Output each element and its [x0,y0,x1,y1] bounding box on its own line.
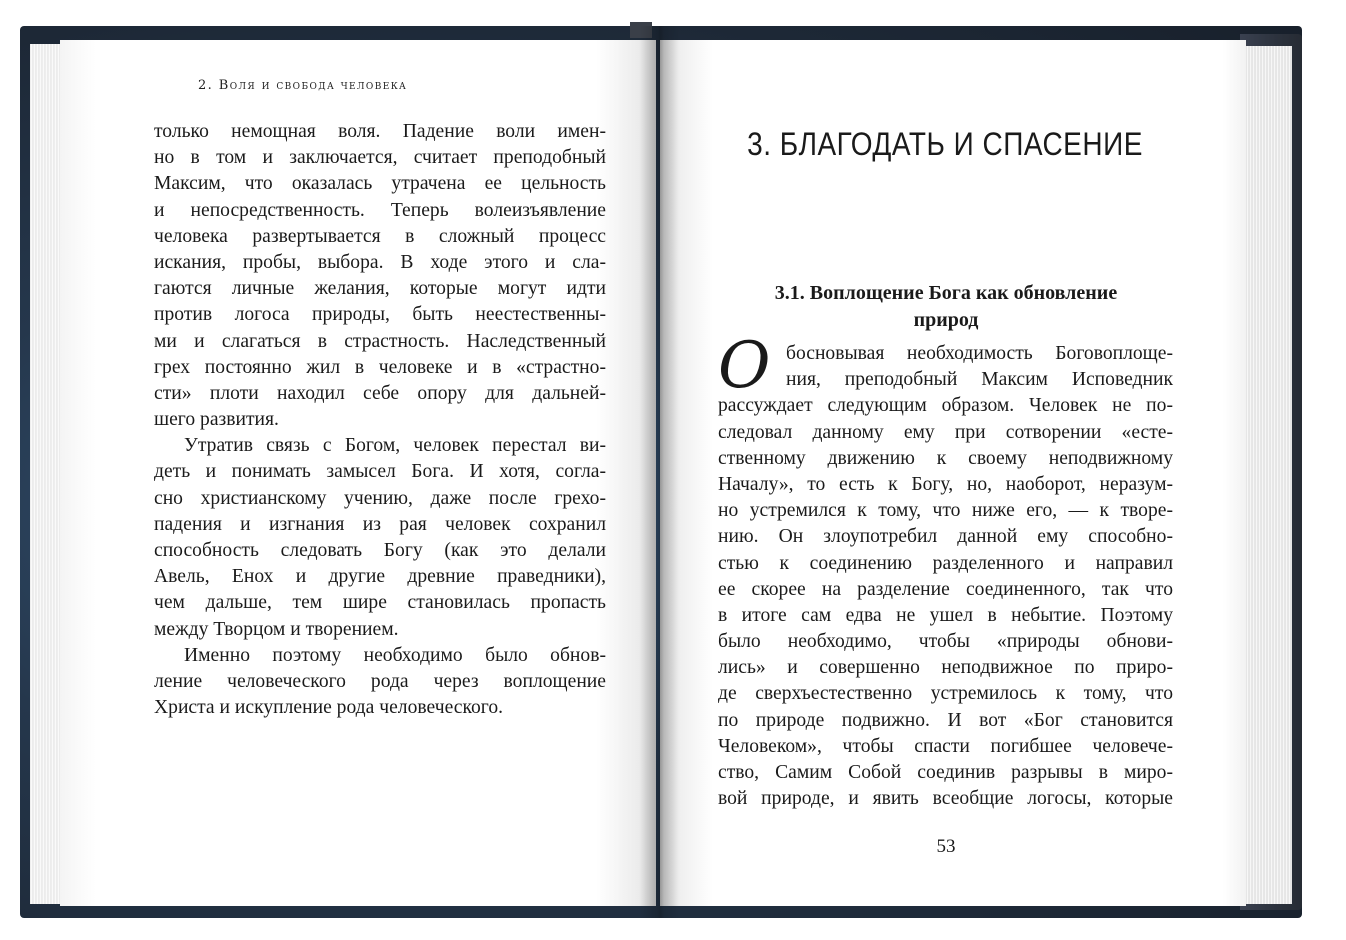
running-head [198,78,558,93]
text-line: ственному движению к своему неподвижному [718,447,1173,469]
text-line: но в том и заключается, считает преподобный [154,147,606,169]
text-line: Человеком», чтобы спасти погибшее человече- [718,735,1173,757]
text-line: деть и понимать замысел Бога. И хотя, согла- [154,461,606,483]
text-line: босновывая необходимость Боговоплоще- [786,343,1173,364]
text-line: между Творцом и творением. [154,618,399,640]
text-line: лись» и совершенно неподвижное по приро- [718,657,1173,679]
text-line: ство, Самим Собой соединив разрывы в миро- [718,762,1173,783]
text-line: ление человеческого рода через воплощение [154,670,606,692]
text-line: сти» плоти находил себе опору для дальней- [154,382,606,404]
text-line: искания, пробы, выбора. В ходе этого и сла- [154,251,606,273]
section-title-line: 3.1. Воплощение Бога как обновление [774,282,1118,304]
text-line: человека развертывается в сложный процесс [154,225,606,247]
left-page-body [154,119,606,721]
text-line: следовал данному ему при сотворении «есте- [718,421,1173,443]
text-line: и непосредственность. Теперь волеизъявление [154,199,606,221]
text-line: ми и слагаться в страстность. Наследственный [154,330,606,352]
text-line: ния, преподобный Максим Исповедник [786,369,1173,391]
bookmark-ribbon [630,22,652,38]
page-number: 53 [936,836,956,857]
text-line: Авель, Енох и другие древние праведники), [154,566,606,588]
text-line: Максим, что оказалась утрачена ее цельность [154,173,606,195]
text-line: де сверхъестественно устремилось к тому, что [718,683,1173,705]
text-line: Началу», то есть к Богу, но, наоборот, неразум- [718,473,1173,495]
text-line: по природе подвижно. И вот «Бог становится [718,709,1173,731]
text-line: способность следовать Богу (как это делали [154,540,606,561]
text-line: гаются личные желания, которые могут идти [154,278,606,300]
text-line: нию. Он злоупотребил данной ему способно- [718,526,1173,548]
section-title [720,280,1172,334]
section-title-line: природ [913,309,979,331]
text-line: рассуждает следующим образом. Человек не по- [718,395,1173,417]
text-line: вой природе, и явить всеобщие логосы, которые [718,788,1173,810]
text-line: но устремился к тому, что ниже его, — к творе- [718,500,1173,522]
text-line: ее скорее на разделение соединенного, так что [718,578,1173,600]
text-line: Утратив связь с Богом, человек перестал ви- [184,435,606,457]
text-line: против логоса природы, быть неестественны- [154,304,606,326]
running-head-text: 2. Воля и свобода человека [198,78,408,93]
text-line: грех постоянно жил в человеке и в «страстно- [154,356,606,378]
drop-cap: О [718,329,771,403]
text-line: шего развития. [154,409,279,431]
text-line: падения и изгнания из рая человек сохранил [154,513,606,535]
chapter-title: 3. БЛАГОДАТЬ И СПАСЕНИЕ [747,126,1143,162]
text-line: Христа и искупление рода человеческого. [154,697,504,719]
text-line: стью к соединению разделенного и направил [718,552,1173,574]
text-line: только немощная воля. Падение воли имен- [154,121,606,142]
text-line: сно христианскому учению, даже после грехо- [154,487,606,509]
text-line: Именно поэтому необходимо было обнов- [184,644,606,666]
text-line: в итоге сам едва не ушел в небытие. Поэтому [718,604,1173,626]
text-line: было необходимо, чтобы «природы обнови- [718,631,1173,653]
right-page-body [718,341,1173,812]
text-line: чем дальше, тем шире становилась пропасть [154,592,606,614]
page-edges-right [1240,46,1292,904]
